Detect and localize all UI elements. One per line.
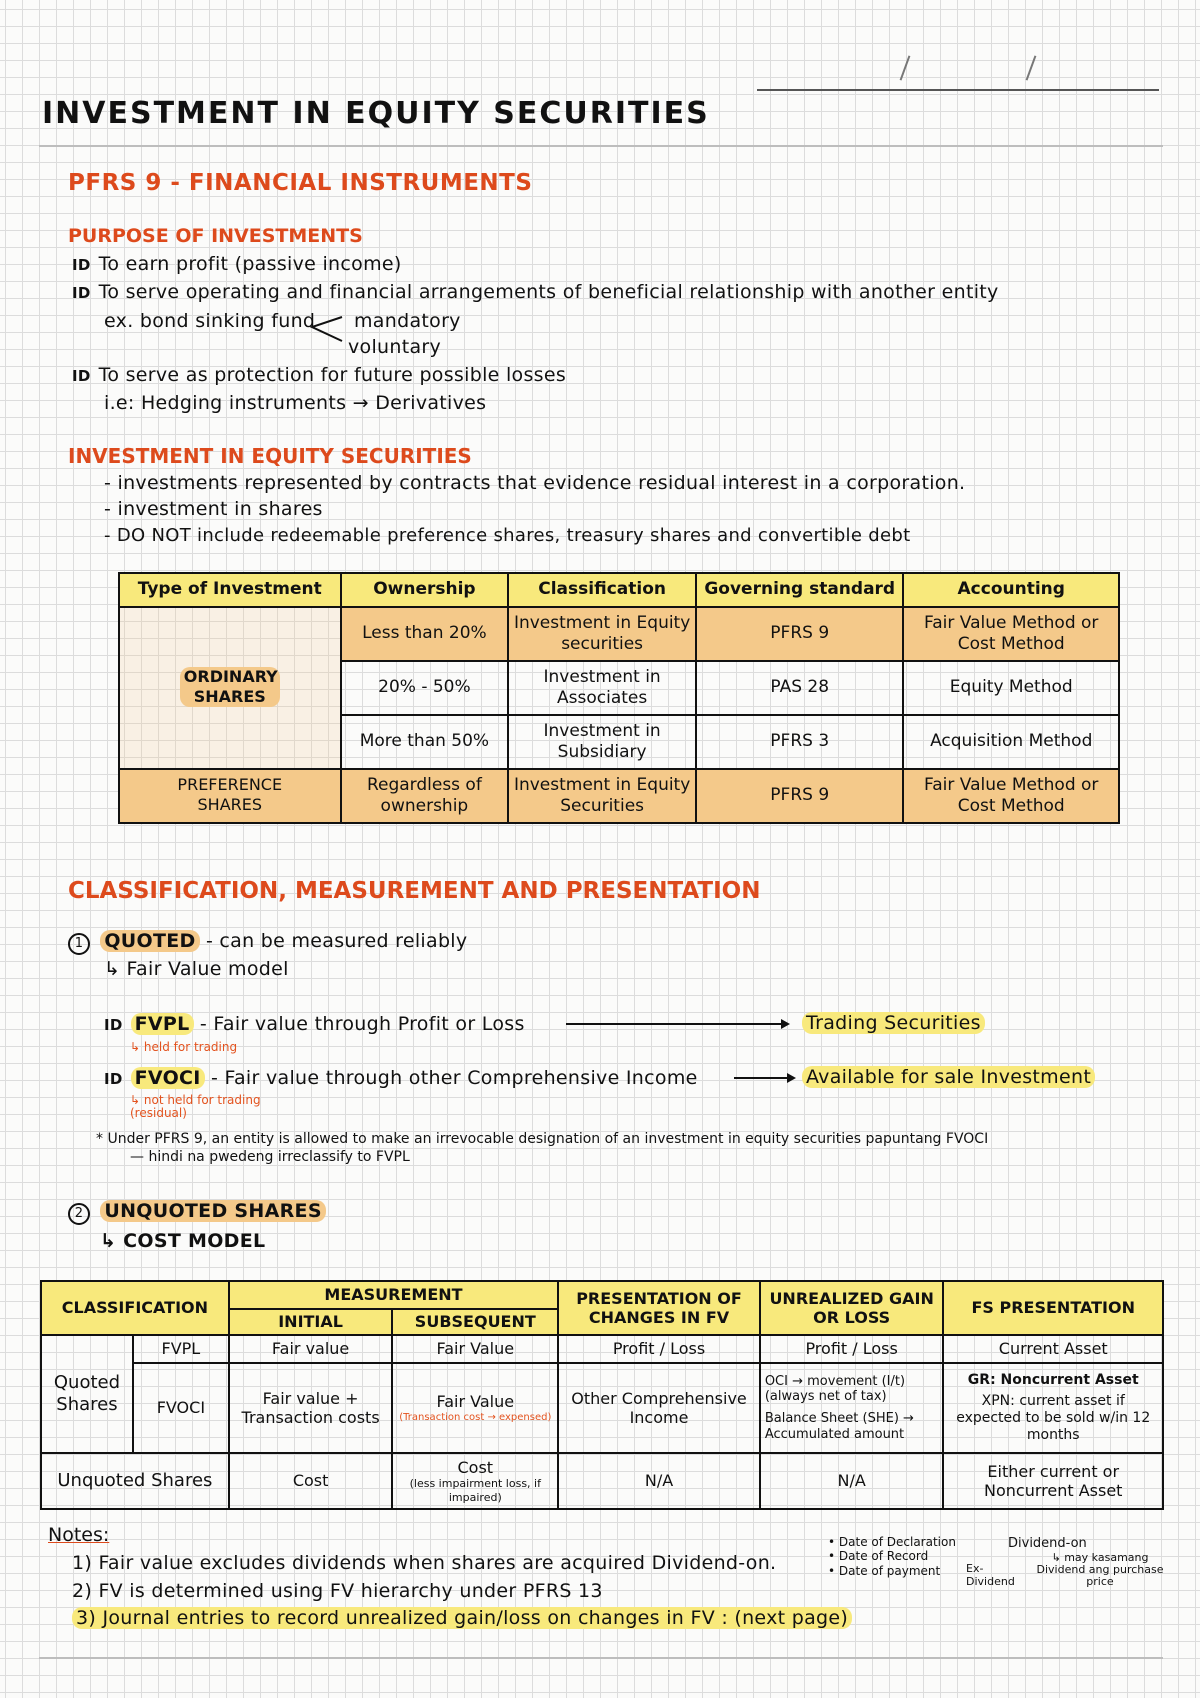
table-cell xyxy=(392,1453,558,1509)
fvpl-label: FVPL xyxy=(131,1013,194,1035)
table-cell: Investment in Subsidiary xyxy=(508,715,696,769)
fvoci-balance-sheet: Balance Sheet (SHE) → Accumulated amount xyxy=(764,1411,914,1442)
bullet: ID xyxy=(72,367,91,385)
table-cell: N/A xyxy=(558,1453,760,1509)
note-3-text: 3) Journal entries to record unrealized gain/loss on changes in FV : (next page) xyxy=(72,1607,852,1629)
fvoci-fs-gr: GR: Noncurrent Asset xyxy=(967,1372,1139,1389)
table-cell: PFRS 9 xyxy=(696,769,903,823)
purpose-heading: PURPOSE OF INVESTMENTS xyxy=(68,225,363,247)
fvoci-subsequent-note: (Transaction cost → expensed) xyxy=(399,1411,552,1423)
fvoci-label: FVOCI xyxy=(131,1067,205,1089)
table-cell: Less than 20% xyxy=(341,607,509,661)
purpose-item-2 xyxy=(72,281,999,303)
voluntary-label: voluntary xyxy=(348,336,442,358)
table-cell: PFRS 3 xyxy=(696,715,903,769)
fair-value-model: ↳ Fair Value model xyxy=(104,958,289,980)
measurement-table xyxy=(40,1280,1164,1510)
date-record: • Date of Record xyxy=(828,1549,929,1564)
table-cell: Fair value + Transaction costs xyxy=(229,1363,393,1453)
uq-subsequent: Cost xyxy=(457,1458,494,1478)
fvoci-fs-xpn: XPN: current asset if expected to be sold w/in 12 months xyxy=(956,1393,1151,1443)
table-cell: Investment in Equity Securities xyxy=(508,769,696,823)
ordinary-shares-cell xyxy=(119,607,341,769)
col-header: MEASUREMENT xyxy=(229,1281,558,1309)
date-line xyxy=(757,89,1159,91)
fvoci-oci: OCI → movement (I/t) (always net of tax) xyxy=(764,1373,906,1405)
table-cell: Cost xyxy=(229,1453,393,1509)
table-cell: Acquisition Method xyxy=(903,715,1119,769)
unquoted-line xyxy=(68,1200,326,1225)
branch-icon xyxy=(304,311,344,351)
uq-subsequent-note: (less impairment loss, if impaired) xyxy=(409,1477,541,1504)
unquoted-shares-cell: Unquoted Shares xyxy=(41,1453,229,1509)
table-cell: Regardless of ownership xyxy=(341,769,509,823)
col-header: Accounting xyxy=(903,573,1119,607)
note-1: 1) Fair value excludes dividends when shares are acquired Dividend-on. xyxy=(72,1552,777,1574)
table-cell: Investment in Equity securities xyxy=(508,607,696,661)
afs-investment: Available for sale Investment xyxy=(802,1066,1095,1088)
purpose-2-example: ex. bond sinking fund xyxy=(104,310,316,332)
investment-types-table xyxy=(118,572,1120,824)
fvoci-target xyxy=(802,1066,1095,1088)
arrow-right-icon: → xyxy=(352,392,369,414)
date-payment: • Date of payment xyxy=(828,1563,941,1578)
date-declaration: • Date of Declaration xyxy=(828,1535,956,1549)
fvoci-subsequent: Fair Value xyxy=(436,1392,515,1412)
table-header-row xyxy=(41,1281,1163,1309)
col-header: Ownership xyxy=(341,573,509,607)
table-cell xyxy=(943,1363,1163,1453)
purpose-item-1 xyxy=(72,253,402,275)
table-cell xyxy=(760,1363,944,1453)
title-divider xyxy=(39,145,1163,147)
table-cell: Fair Value Method or Cost Method xyxy=(903,607,1119,661)
table-cell xyxy=(392,1363,558,1453)
quoted-shares-cell: Quoted Shares xyxy=(41,1335,133,1453)
col-header: Type of Investment xyxy=(119,573,341,607)
col-header: CLASSIFICATION xyxy=(41,1281,229,1335)
purpose-1-text: To earn profit (passive income) xyxy=(98,253,402,275)
unquoted-label: UNQUOTED SHARES xyxy=(100,1200,325,1222)
table-row xyxy=(41,1453,1163,1509)
table-cell: N/A xyxy=(760,1453,944,1509)
purpose-item-3 xyxy=(72,364,566,386)
purpose-3-text: To serve as protection for future possible losses xyxy=(98,364,567,386)
fvpl-desc: - Fair value through Profit or Loss xyxy=(199,1013,525,1035)
table-cell: Current Asset xyxy=(943,1335,1163,1363)
purpose-2-text: To serve operating and financial arrangements of beneficial relationship with another entity xyxy=(98,281,999,303)
notes-heading: Notes: xyxy=(48,1524,110,1546)
table-cell: Either current or Noncurrent Asset xyxy=(943,1453,1163,1509)
table-row xyxy=(41,1363,1163,1453)
irrevocable-note: * Under PFRS 9, an entity is allowed to make an irrevocable designation of an investment in equity securities papuntang FVOCI xyxy=(96,1131,989,1147)
trading-securities: Trading Securities xyxy=(802,1012,985,1034)
quoted-label: QUOTED xyxy=(100,930,199,952)
ordinary-shares-label: ORDINARY SHARES xyxy=(180,667,280,707)
fvoci-line xyxy=(104,1067,698,1089)
section-heading-equity: INVESTMENT IN EQUITY SECURITIES xyxy=(68,444,472,468)
table-cell: FVPL xyxy=(133,1335,229,1363)
preference-shares-label: PREFERENCE SHARES xyxy=(177,775,283,815)
table-cell: Fair Value xyxy=(392,1335,558,1363)
bullet: ID xyxy=(72,256,91,274)
arrow-right-icon xyxy=(734,1077,794,1079)
ie-text: i.e: Hedging instruments xyxy=(104,392,347,414)
bullet: ID xyxy=(104,1070,123,1088)
table-cell: FVOCI xyxy=(133,1363,229,1453)
note-3 xyxy=(72,1607,852,1629)
col-header: Governing standard xyxy=(696,573,903,607)
table-cell: Fair value xyxy=(229,1335,393,1363)
table-row xyxy=(41,1335,1163,1363)
quoted-desc: - can be measured reliably xyxy=(205,930,468,952)
bullet: ID xyxy=(72,284,91,302)
col-header: UNREALIZED GAIN OR LOSS xyxy=(760,1281,944,1335)
bullet: ID xyxy=(104,1016,123,1034)
bottom-divider xyxy=(39,1657,1163,1659)
note-2: 2) FV is determined using FV hierarchy under PFRS 13 xyxy=(72,1580,603,1602)
table-header-row xyxy=(119,573,1119,607)
arrow-right-icon xyxy=(566,1023,788,1025)
table-cell: Equity Method xyxy=(903,661,1119,715)
col-header: SUBSEQUENT xyxy=(392,1309,558,1335)
fvoci-desc: - Fair value through other Comprehensive Income xyxy=(211,1067,698,1089)
derivatives-text: Derivatives xyxy=(375,392,487,414)
fvpl-target xyxy=(802,1012,985,1034)
dividend-on: Dividend-on xyxy=(1008,1536,1087,1551)
mandatory-label: mandatory xyxy=(354,310,461,332)
cost-model: ↳ COST MODEL xyxy=(100,1230,266,1252)
page-title: INVESTMENT IN EQUITY SECURITIES xyxy=(42,96,710,131)
irrevocable-note-2: — hindi na pwedeng irreclassify to FVPL xyxy=(130,1149,410,1165)
table-cell: PAS 28 xyxy=(696,661,903,715)
number-badge: 2 xyxy=(68,1203,90,1225)
col-header: Classification xyxy=(508,573,696,607)
table-cell: Investment in Associates xyxy=(508,661,696,715)
number-badge: 1 xyxy=(68,933,90,955)
definition-2: - investment in shares xyxy=(104,498,323,520)
table-row xyxy=(119,769,1119,823)
table-cell: Profit / Loss xyxy=(558,1335,760,1363)
ex-dividend: Ex-Dividend xyxy=(966,1562,1015,1588)
table-cell: PFRS 9 xyxy=(696,607,903,661)
dividend-on-note: ↳ may kasamang Dividend ang purchase price xyxy=(1036,1551,1164,1589)
table-cell: 20% - 50% xyxy=(341,661,509,715)
fvpl-line xyxy=(104,1013,525,1035)
table-cell: Fair Value Method or Cost Method xyxy=(903,769,1119,823)
preference-shares-cell xyxy=(119,769,341,823)
purpose-3-example xyxy=(104,392,486,414)
fvpl-note: ↳ held for trading xyxy=(130,1040,238,1054)
section-heading-pfrs9: PFRS 9 - FINANCIAL INSTRUMENTS xyxy=(68,170,533,196)
col-header: FS PRESENTATION xyxy=(943,1281,1163,1335)
dividend-dates xyxy=(828,1535,956,1578)
fvoci-note: ↳ not held for trading (residual) xyxy=(130,1093,261,1121)
date-slash xyxy=(1026,55,1037,80)
table-row xyxy=(119,607,1119,661)
definition-1: - investments represented by contracts that evidence residual interest in a corporation. xyxy=(104,472,966,494)
table-cell: Other Comprehensive Income xyxy=(558,1363,760,1453)
table-cell: More than 50% xyxy=(341,715,509,769)
definition-3: - DO NOT include redeemable preference shares, treasury shares and convertible debt xyxy=(104,525,911,546)
date-slash xyxy=(900,55,911,80)
table-cell: Profit / Loss xyxy=(760,1335,944,1363)
col-header: PRESENTATION OF CHANGES IN FV xyxy=(558,1281,760,1335)
col-header: INITIAL xyxy=(229,1309,393,1335)
quoted-line xyxy=(68,930,467,955)
section-heading-classification: CLASSIFICATION, MEASUREMENT AND PRESENTATION xyxy=(68,878,761,904)
